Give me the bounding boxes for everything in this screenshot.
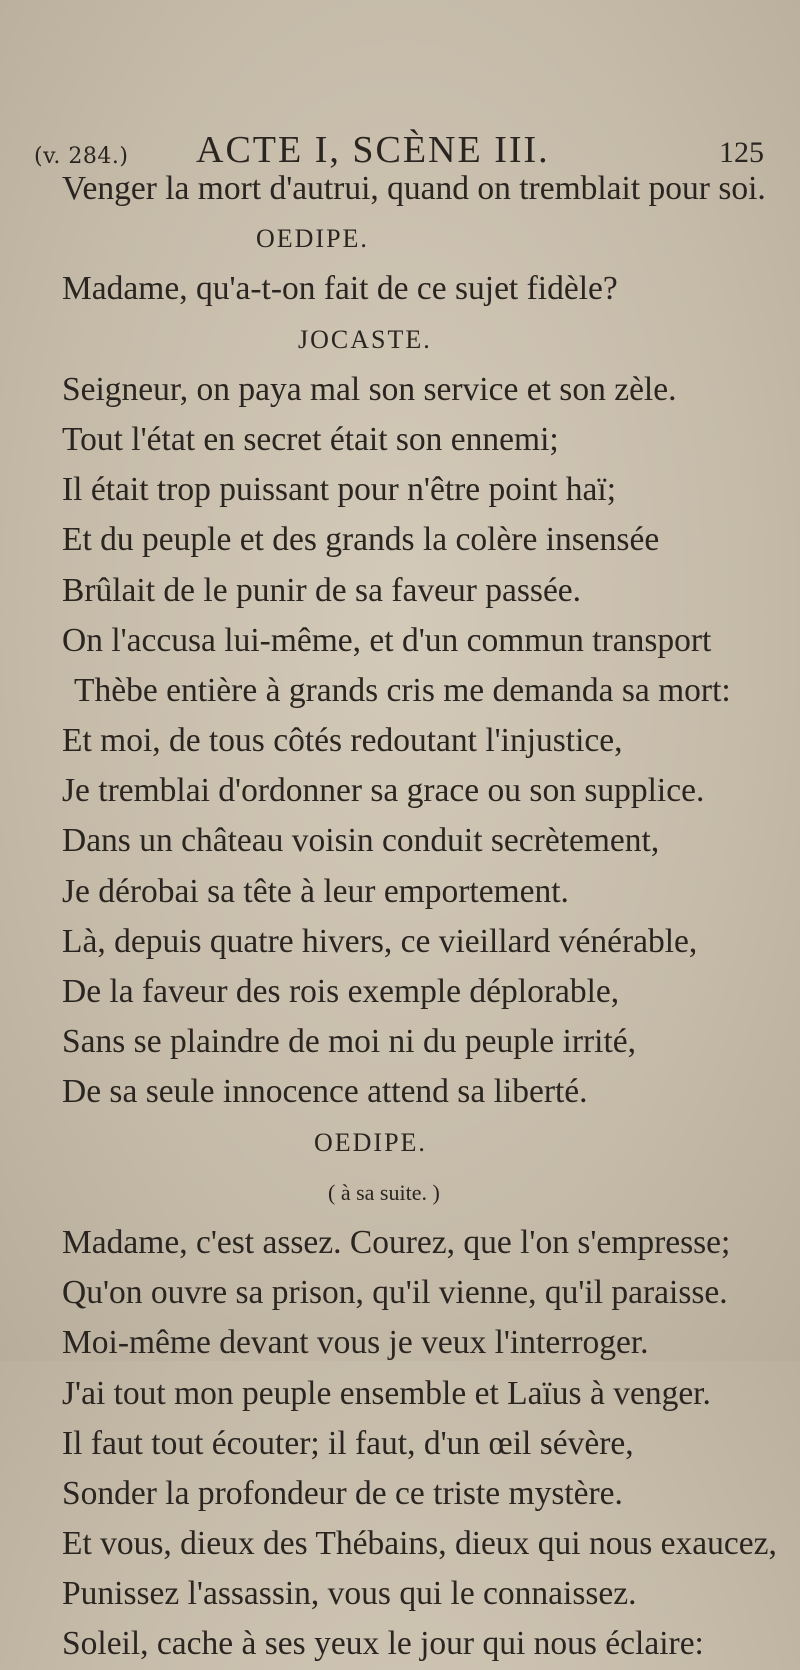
speaker-name: OEDIPE. (256, 224, 369, 254)
verse-line: Madame, qu'a-t-on fait de ce sujet fidèle? (62, 270, 618, 308)
verse-line: Dans un château voisin conduit secrètement, (62, 822, 660, 860)
verse-line: Là, depuis quatre hivers, ce vieillard vénérable, (62, 922, 698, 960)
verse-line: Moi-même devant vous je veux l'interroger. (62, 1324, 649, 1362)
verse-line: Il était trop puissant pour n'être point haï; (62, 471, 617, 509)
page-body (62, 164, 777, 1670)
verse-line: Sonder la profondeur de ce triste mystère. (62, 1474, 623, 1512)
verse-line: De sa seule innocence attend sa liberté. (62, 1073, 588, 1111)
verse-line: Il faut tout écouter; il faut, d'un œil sévère, (62, 1424, 634, 1462)
speaker-name: JOCASTE. (298, 324, 432, 354)
verse-line: Je dérobai sa tête à leur emportement. (62, 872, 569, 910)
verse-line: Madame, c'est assez. Courez, que l'on s'empresse; (62, 1223, 731, 1261)
speaker-name: OEDIPE. (314, 1127, 427, 1157)
verse-line: Et du peuple et des grands la colère insensée (62, 521, 660, 559)
verse-line: Je tremblai d'ordonner sa grace ou son supplice. (62, 772, 705, 810)
page-number: 125 (719, 136, 764, 169)
verse-line: Soleil, cache à ses yeux le jour qui nous éclaire: (62, 1625, 704, 1663)
verse-line: Brûlait de le punir de sa faveur passée. (62, 571, 582, 609)
running-title: ACTE I, SCÈNE III. (196, 129, 550, 171)
verse-line: Seigneur, on paya mal son service et son zèle. (62, 370, 677, 408)
verse-line: Et vous, dieux des Thébains, dieux qui nous exaucez, (62, 1525, 777, 1563)
verse-line: Tout l'état en secret était son ennemi; (62, 420, 559, 458)
verse-line: On l'accusa lui-même, et d'un commun transport (62, 621, 712, 659)
verse-line: Sans se plaindre de moi ni du peuple irrité, (62, 1023, 637, 1061)
verse-line: Venger la mort d'autrui, quand on tremblait pour soi. (62, 170, 766, 207)
stage-direction: ( à sa suite. ) (328, 1179, 440, 1205)
verse-line: De la faveur des rois exemple déplorable, (62, 973, 620, 1010)
verse-line: Punissez l'assassin, vous qui le connaissez. (62, 1575, 637, 1613)
verse-line: Qu'on ouvre sa prison, qu'il vienne, qu'il paraisse. (62, 1274, 728, 1312)
verse-reference: (v. 284.) (34, 144, 129, 169)
verse-line: Et moi, de tous côtés redoutant l'injustice, (62, 722, 623, 760)
verse-line: Thèbe entière à grands cris me demanda sa mort: (74, 671, 731, 709)
verse-line: J'ai tout mon peuple ensemble et Laïus à venger. (62, 1374, 711, 1412)
